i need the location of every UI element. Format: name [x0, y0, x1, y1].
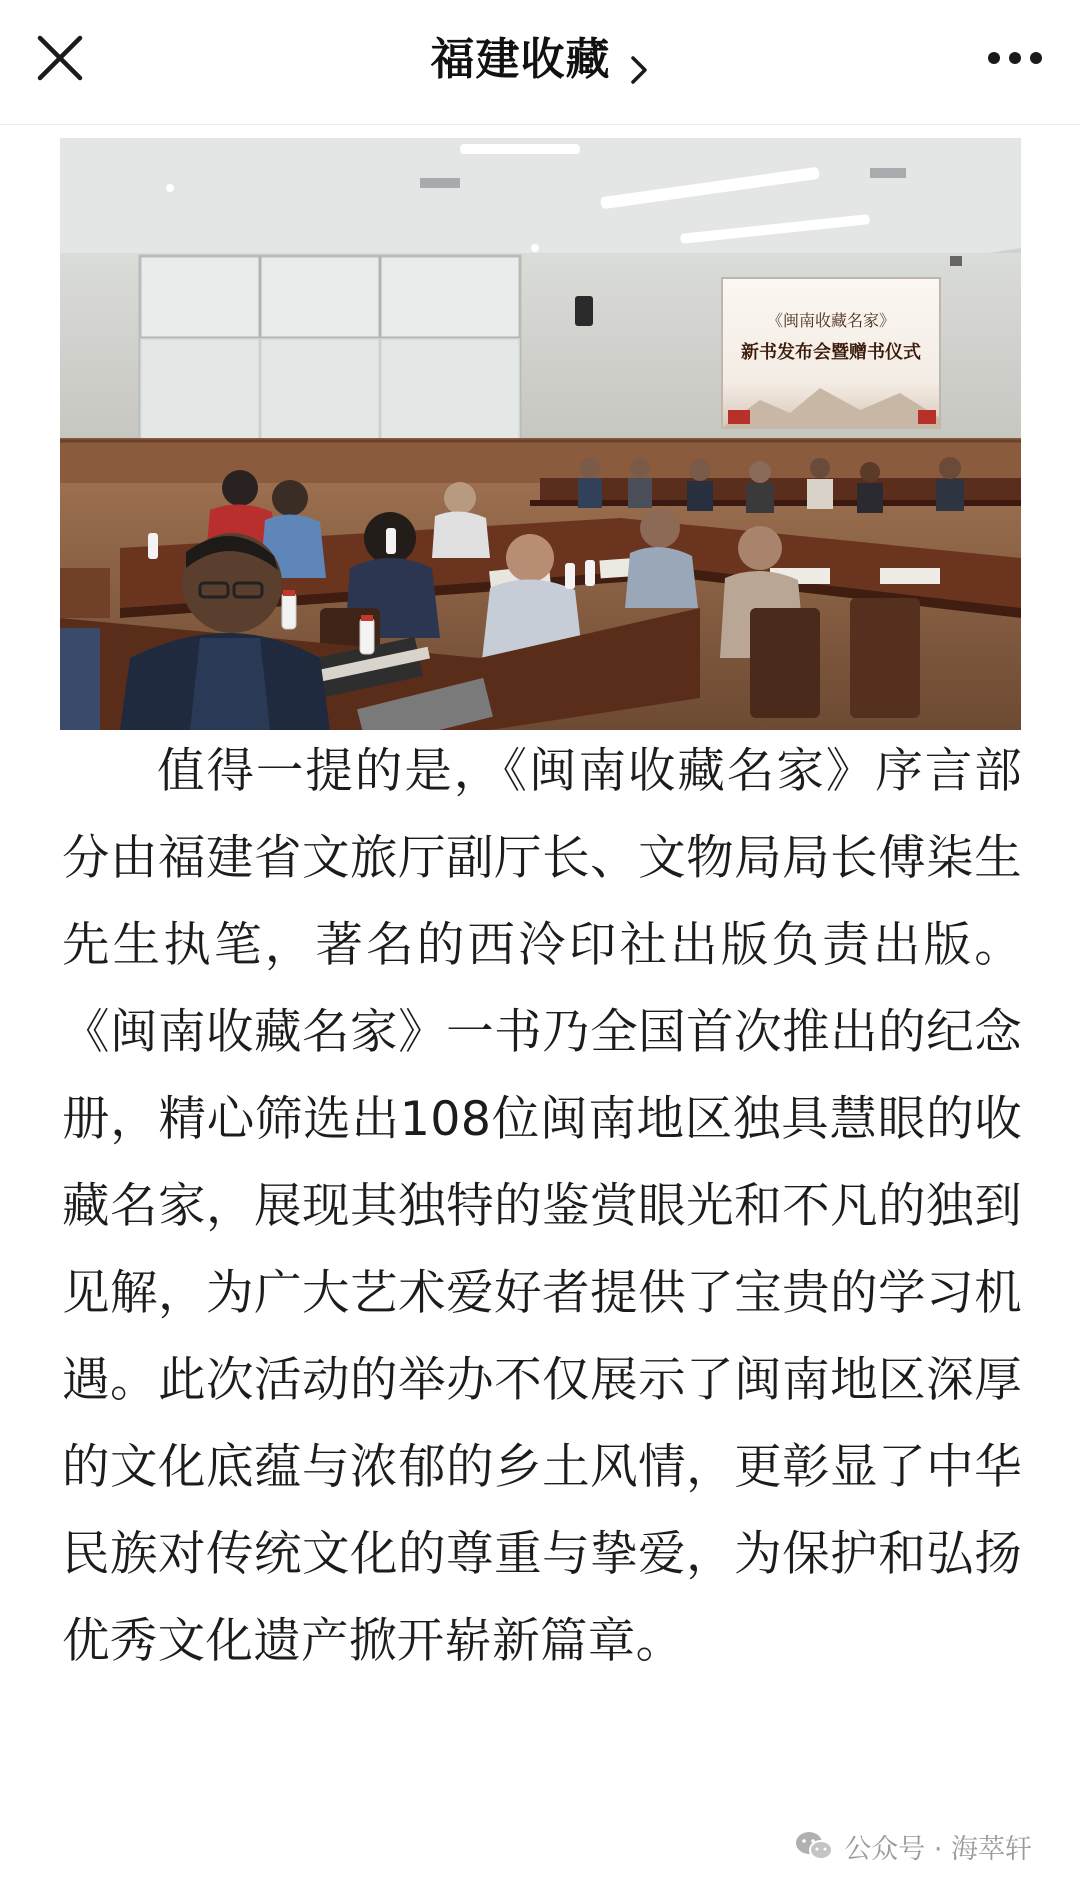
screen-subtitle-text: 新书发布会暨赠书仪式	[741, 342, 921, 363]
screen-title-text: 《闽南收藏名家》	[766, 311, 896, 330]
chevron-right-icon	[628, 53, 650, 87]
article-body-text: 值得一提的是，《闽南收藏名家》序言部分由福建省文旅厅副厅长、文物局局长傅柒生先生执笔，著名的西泠印社出版负责出版。《闽南收藏名家》一书乃全国首次推出的纪念册，精心筛选出108位闽南地区独具慧眼的收藏名家，展现其独特的鉴赏眼光和不凡的独到见解，为广大艺术爱好者提供了宝贵的学习机遇。此次活动的举办不仅展示了闽南地区深厚的文化底蕴与浓郁的乡土风情，更彰显了中华民族对传统文化的尊重与挚爱，为保护和弘扬优秀文化遗产掀开崭新篇章。	[62, 744, 1022, 1669]
more-button[interactable]	[980, 28, 1050, 88]
wechat-icon	[794, 1829, 834, 1863]
more-horizontal-icon	[980, 28, 1050, 88]
top-nav-bar	[0, 0, 1080, 125]
watermark-text: 公众号 · 海萃轩	[844, 1833, 1032, 1865]
conference-room-image	[60, 138, 1021, 730]
page-title: 福建收藏	[430, 34, 611, 85]
account-title-link[interactable]	[0, 28, 1080, 92]
event-photo	[60, 138, 1021, 730]
account-watermark	[794, 1826, 1032, 1866]
